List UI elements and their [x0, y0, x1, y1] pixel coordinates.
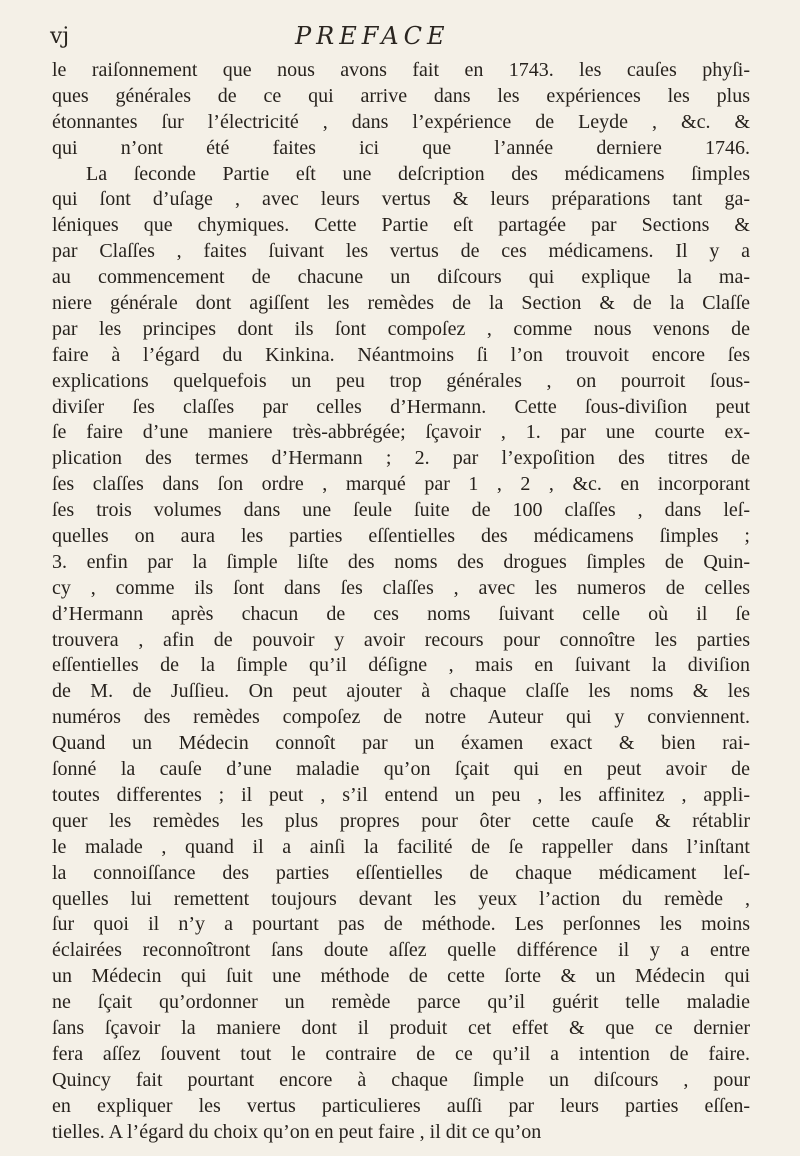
text-line: faire à l’égard du Kinkina. Néantmoins ſi l’on trouvoit encore ſes — [52, 343, 750, 366]
text-line: d’Hermann après chacun de ces noms ſuivant celle où il ſe — [52, 602, 750, 625]
text-line: fera aſſez ſouvent tout le contraire de ce qu’il a intention de faire. — [52, 1042, 750, 1065]
text-line: ſonné la cauſe d’une maladie qu’on ſçait qui en peut avoir de — [52, 758, 750, 781]
text-line: plication des termes d’Hermann ; 2. par l’expoſition des titres de — [52, 447, 750, 470]
body-text — [52, 58, 750, 1145]
text-line: ſans ſçavoir la maniere dont il produit cet effet & que ce dernier — [52, 1016, 750, 1039]
text-line: La ſeconde Partie eſt une deſcription des médicamens ſimples — [86, 162, 750, 185]
text-line: quelles on aura les parties eſſentielles des médicamens ſimples ; — [52, 525, 750, 548]
text-line: tielles. A l’égard du choix qu’on en peut faire , il dit ce qu’on — [52, 1120, 542, 1143]
text-line: ne ſçait qu’ordonner un remède parce qu’il guérit telle maladie — [52, 991, 750, 1014]
text-line: numéros des remèdes compoſez de notre Auteur qui y conviennent. — [52, 706, 750, 729]
text-line: 3. enfin par la ſimple liſte des noms des drogues ſimples de Quin- — [52, 550, 750, 573]
text-line: la connoiſſance des parties eſſentielles de chaque médicament leſ- — [52, 861, 750, 884]
text-line: quer les remèdes les plus propres pour ôter cette cauſe & rétablir — [52, 809, 750, 832]
text-line: trouvera , afin de pouvoir y avoir recours pour connoître les parties — [52, 628, 750, 651]
text-line: explications quelquefois un peu trop générales , on pourroit ſous- — [52, 369, 750, 392]
text-line: le raiſonnement que nous avons fait en 1743. les cauſes phyſi- — [52, 59, 750, 81]
text-line: par Claſſes , faites ſuivant les vertus de ces médicamens. Il y a — [52, 240, 750, 263]
text-line: qui ſont d’uſage , avec leurs vertus & leurs préparations tant ga- — [52, 188, 750, 211]
text-line: éclairées reconnoîtront ſans doute aſſez quelle différence il y a entre — [52, 939, 750, 962]
page-number: vj — [50, 24, 70, 49]
text-line: par les principes dont ils ſont compoſez , comme nous venons de — [52, 317, 750, 340]
text-line: ſur quoi il n’y a pourtant pas de méthode. Les perſonnes les moins — [52, 913, 750, 936]
text-line: au commencement de chacune un diſcours qui explique la ma- — [52, 266, 750, 289]
text-line: en expliquer les vertus particulieres auſſi par leurs parties eſſen- — [52, 1094, 750, 1117]
text-line: de M. de Juſſieu. On peut ajouter à chaque claſſe les noms & les — [52, 680, 750, 703]
running-title: PREFACE — [295, 22, 450, 50]
text-line: eſſentielles de la ſimple qu’il déſigne , mais en ſuivant la diviſion — [52, 654, 750, 677]
text-line: toutes differentes ; il peut , s’il entend un peu , les affinitez , appli- — [52, 783, 750, 806]
text-line: cy , comme ils ſont dans ſes claſſes , avec les numeros de celles — [52, 576, 750, 599]
text-line: ſes trois volumes dans une ſeule ſuite de 100 claſſes , dans leſ- — [52, 499, 750, 522]
text-line: niere générale dont agiſſent les remèdes de la Section & de la Claſſe — [52, 292, 750, 315]
text-line: quelles lui remettent toujours devant les yeux l’action du remède , — [52, 887, 750, 910]
text-line: le malade , quand il a ainſi la facilité de ſe rappeller dans l’inſtant — [52, 835, 750, 858]
text-line: diviſer ſes claſſes par celles d’Hermann. Cette ſous-diviſion peut — [52, 395, 750, 418]
text-line: étonnantes ſur l’électricité , dans l’expérience de Leyde , &c. & — [52, 110, 750, 133]
text-line: ques générales de ce qui arrive dans les expériences les plus — [52, 84, 750, 107]
text-line: ſes claſſes dans ſon ordre , marqué par 1 , 2 , &c. en incorporant — [52, 473, 750, 496]
text-line: léniques que chymiques. Cette Partie eſt partagée par Sections & — [52, 214, 750, 237]
text-line: un Médecin qui ſuit une méthode de cette ſorte & un Médecin qui — [52, 965, 750, 988]
text-line: Quincy fait pourtant encore à chaque ſimple un diſcours , pour — [52, 1068, 750, 1091]
text-line: qui n’ont été faites ici que l’année derniere 1746. — [52, 136, 750, 159]
text-line: Quand un Médecin connoît par un éxamen exact & bien rai- — [52, 732, 750, 755]
page-header — [50, 18, 750, 52]
text-line: ſe faire d’une maniere très-abbrégée; ſçavoir , 1. par une courte ex- — [52, 421, 750, 444]
